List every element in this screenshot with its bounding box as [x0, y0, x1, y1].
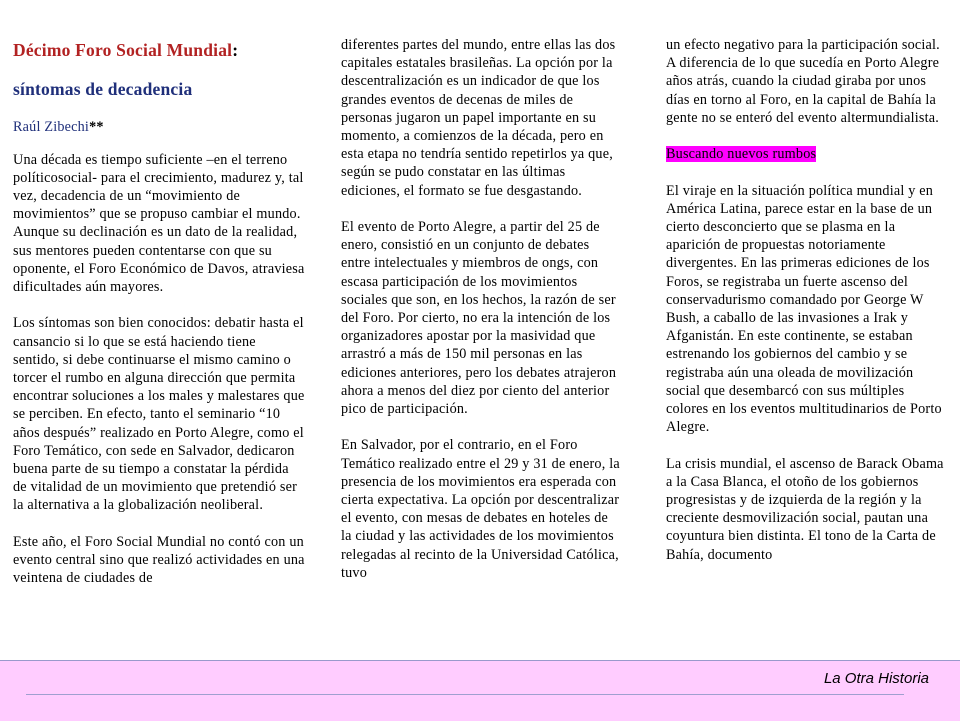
author-line	[13, 118, 305, 136]
column-1	[13, 40, 305, 606]
paragraph: El viraje en la situación política mundial y en América Latina, parece estar en la base de un cierto desconcierto que se plasma en la aparición de propuestas notoriamente divergentes. En las primeras ediciones de los Foros, se registraba un fuerte ascenso del conservadurismo comandado por George W Bush, a caballo de las invasiones a Irak y Afganistán. En este continente, se estaban estrenando los gobiernos del cambio y se registraba aún una oleada de movilización social que desembarcó con sus múltiples colores en los eventos multitudinarios de Porto Alegre.	[666, 182, 942, 436]
paragraph: El evento de Porto Alegre, a partir del 25 de enero, consistió en un conjunto de debates entre intelectuales y miembros de ongs, con escasa participación de los movimientos sociales que son, en los hechos, la razón de ser del Foro. Por cierto, no era la intención de los organizadores apostar por la masividad que arrastró a más de 150 mil personas en las ediciones anteriores, pero los debates atrajeron ahora a menos del diez por ciento del anterior pico de participación.	[341, 219, 617, 418]
footer-label: La Otra Historia	[823, 670, 929, 687]
paragraph: En Salvador, por el contrario, en el Foro Temático realizado entre el 29 y 31 de enero, la presencia de los movimientos era esperada con cierta expectativa. La opción por descentralizar el evento, con mesas de debates en hoteles de la ciudad y las actividades de los movimientos relegadas al recinto de la Universidad Católica, tuvo	[341, 437, 620, 581]
section-heading	[666, 145, 949, 163]
title-colon: :	[232, 40, 239, 60]
footer-divider	[26, 694, 904, 695]
paragraph: Este año, el Foro Social Mundial no contó con un evento central sino que realizó actividades en una veintena de ciudades de	[13, 533, 305, 587]
paragraph: Una década es tiempo suficiente –en el terreno políticosocial- para el crecimiento, madurez y, tal vez, decadencia de un “movimiento de movimientos” que se propuso cambiar el mundo. Aunque su declinación es un dato de la realidad, sus mentores pueden contentarse con que su oponente, el Foro Económico de Davos, atraviesa dificultades aún mayores.	[13, 151, 305, 295]
section-heading-text: Buscando nuevos rumbos	[666, 146, 817, 163]
paragraph: La crisis mundial, el ascenso de Barack Obama a la Casa Blanca, el otoño de los gobiernos progresistas y de izquierda de la región y la creciente desmovilización social, pautan una coyuntura bien distinta. El tono de la Carta de Bahía, documento	[666, 455, 944, 563]
paragraph: un efecto negativo para la participación social. A diferencia de lo que sucedía en Porto Alegre años atrás, cuando la ciudad giraba por unos días en torno al Foro, en la capital de Bahía la gente no se enteró del evento altermundialista.	[666, 37, 940, 126]
article-title	[13, 40, 305, 61]
author-name: Raúl Zibechi	[13, 119, 90, 136]
column-3	[666, 36, 949, 582]
article-subtitle: síntomas de decadencia	[13, 79, 193, 100]
author-footnote-mark: **	[89, 119, 104, 136]
paragraph: diferentes partes del mundo, entre ellas las dos capitales estatales brasileñas. La opción por la descentralización es un indicador de que los grandes eventos de decenas de miles de personas jugaron un papel importante en su momento, a comienzos de la década, pero en esta etapa no tendría sentido repetirlos ya que, según se pudo constatar en las últimas ediciones, el formato se fue desgastando.	[341, 37, 616, 199]
title-main: Décimo Foro Social Mundial	[13, 40, 233, 60]
column-2	[341, 36, 621, 600]
paragraph: Los síntomas son bien conocidos: debatir hasta el cansancio si lo que se está haciendo tiene sentido, si debe continuarse el mismo camino o torcer el rumbo en alguna dirección que permita encontrar soluciones a los males y malestares que se perciben. En efecto, tanto el seminario “10 años después” realizado en Porto Alegre, como el Foro Temático, con sede en Salvador, dedicaron buena parte de su tiempo a constatar la pérdida de vitalidad de un movimiento que pretendió ser la alternativa a la globalización neoliberal.	[13, 315, 305, 514]
footer-bar	[0, 660, 960, 721]
